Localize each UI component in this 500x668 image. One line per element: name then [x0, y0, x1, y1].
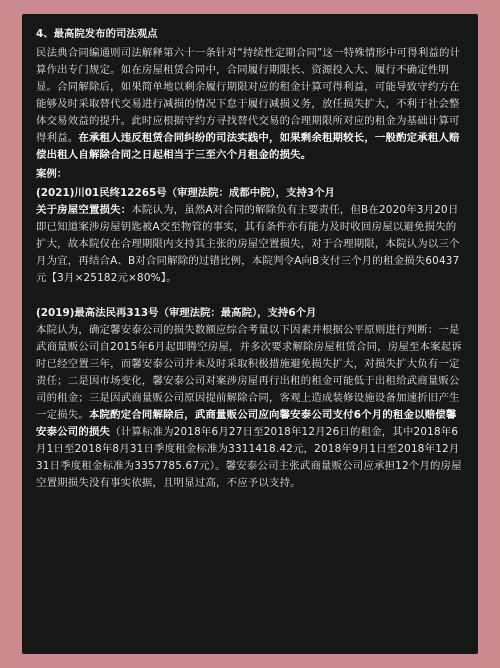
case2-paragraph [36, 322, 464, 492]
case2-tail: （计算标准为2018年6月27日至2018年12月26日的租金，其中2018年6月1日至2018年8月31日季度租金标准为3311418.42元，2018年9月1日至2018年12月31日季度租金标准为3357785.67元）。馨安泰公司主张武商量贩公司应承担12个月的房屋空置期损失没有事实依据，且明显过高，不应予以支持。 [36, 426, 462, 489]
cases-label: 案例： [36, 168, 68, 180]
article-card [22, 14, 478, 654]
case1-paragraph [36, 202, 464, 287]
intro-text: 民法典合同编通则司法解释第六十一条针对“持续性定期合同”这一特殊情形中可得利益的计算作出专门规定。如在房屋租赁合同中，合同履行期限长、资源投入大、履行不确定性明显。合同解除后，如果简单地以剩余履行期限对应的租金计算可得利益，可能导致守约方在能够及时采取替代交易进行减损的情况下怠于履行减损义务，放任损失扩大，不利于社会整体交易效益的提升。此时应根据守约方寻找替代交易的合理期限所对应的租金为基础计算可得利益。 [36, 47, 461, 144]
intro-paragraph [36, 45, 464, 164]
case1-lead: 关于房屋空置损失： [36, 204, 132, 216]
section-heading: 4、最高院发布的司法观点 [36, 28, 158, 40]
case2-title: (2019)最高法民再313号（审理法院：最高院），支持6个月 [36, 307, 317, 319]
case2-body: 本院认为，确定馨安泰公司的损失数额应综合考量以下因素并根据公平原则进行判断：一是武商量贩公司自2015年6月起即腾空房屋，并多次要求解除房屋租赁合同，房屋至本案起诉时已经空置三年，而馨安泰公司并未及时采取积极措施避免损失扩大，对损失扩大负有一定责任；二是因市场变化，馨安泰公司对案涉房屋再行出租的租金可能低于出租给武商量贩公司的租金；三是因武商量贩公司原因提前解除合同，客观上造成装修设施设备加速折旧产生一定损失。 [36, 324, 462, 421]
case1-title: (2021)川01民终12265号（审理法院：成都中院），支持3个月 [36, 187, 335, 199]
case1-body: 本院认为，虽然A对合同的解除负有主要责任，但B在2020年3月20日即已知道案涉房屋钥匙被A交至物管的事实，其有条件亦有能力及时收回房屋以避免损失的扩大，故本院仅在合理期限内支持其主张的房屋空置损失，对于合理期限，本院认为以三个月为宜，再结合A、B对合同解除的过错比例，本院判令A向B支付三个月的租金损失60437元【3月×25182元×80%】。 [36, 204, 460, 284]
divider-space [36, 287, 464, 303]
intro-emphasis: 在承租人违反租赁合同纠纷的司法实践中，如果剩余租期较长，一般酌定承租人赔偿出租人自解除合同之日起相当于三至六个月租金的损失。 [36, 132, 460, 161]
case2-emphasis: 本院酌定合同解除后，武商量贩公司应向馨安泰公司支付6个月的租金以赔偿馨安泰公司的损失 [36, 409, 457, 438]
